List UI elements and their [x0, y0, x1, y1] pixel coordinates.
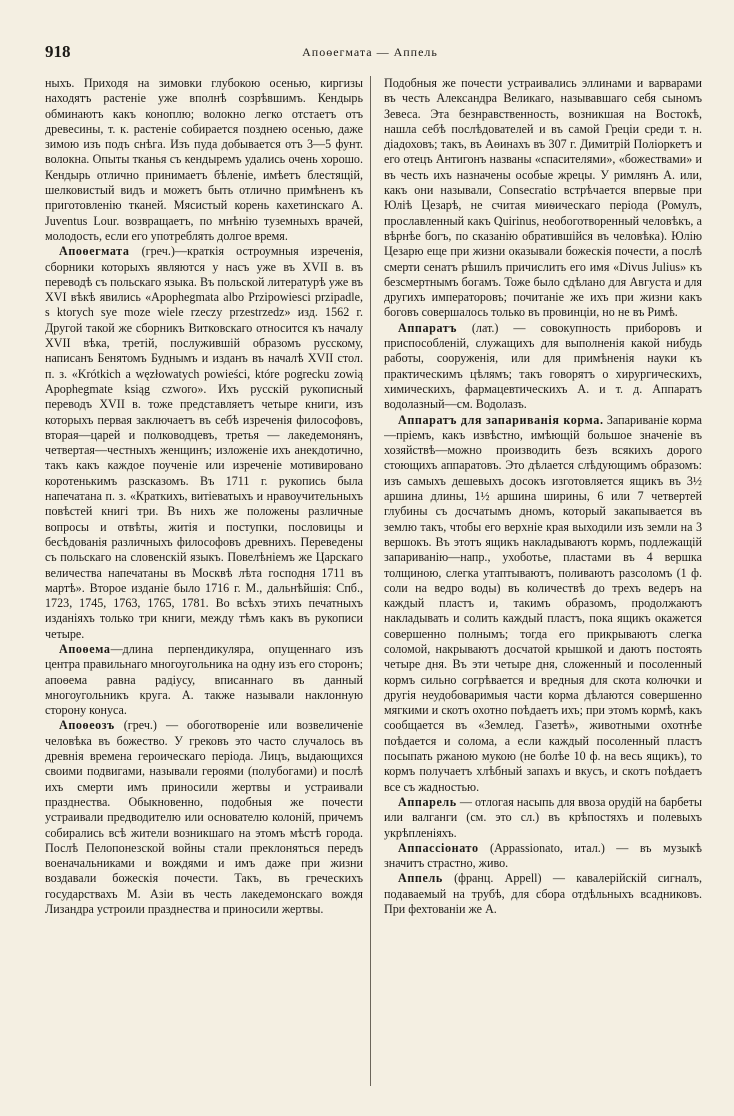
page-number: 918: [45, 42, 71, 61]
entry-text: (греч.)—краткія остроумныя изреченія, сборники которыхъ являются у насъ уже въ XVII в. въ переводѣ съ польскаго языка. Въ польской литературѣ уже въ XVI вѣкѣ явились «Apophegmata albo Przipowiesci przipadle, s ktorych sye moze wiele rzeczy przestrzedz» изд. 1562 г. Другой такой же сборникъ Витковскаго относится къ началу XVII вѣка, третій, послужившій образомъ русскому, написанъ Бенятомъ Буднымъ и изданъ въ началѣ XVII стол. п. з. «Krótkich a węzłowatych powieści, które pogrecku zowią Apophegmate ksiąg czworo». Ихъ русскій рукописный переводъ XVII в. тоже представляетъ четыре книги, изъ которыхъ первая заключаетъ въ себѣ изреченія философовъ, вторая—царей и полководцевъ, третья — лакедемонянъ, четвертая—честныхъ женщинъ; изложеніе ихъ анекдотично, такъ какъ каждое поученіе или изреченіе мотивировано коротенькимъ разсказомъ. Въ 1711 г. рукопись была напечатана п. з. «Краткихъ, витіеватыхъ и нравоучительныхъ повѣстей книгі три. Въ нихъ же положены различные вопросы и отвѣты, житія и поступки, пословицы и бесѣдованія различныхъ философовъ древнихъ. Переведены съ польскаго на словенскій языкъ. Повелѣніемъ же Царскаго величества напечатаны въ Москвѣ лѣта господня 1711 въ мартѣ». Второе изданіе было 1716 г. М., дальнѣйшія: Спб., 1723, 1745, 1763, 1765, 1781. Во всѣхъ этихъ печатныхъ изданіяхъ только три книги, между тѣмъ какъ въ рукописи четыре.: [45, 244, 363, 641]
entry-text: (Appassionato, итал.) — въ музыкѣ значитъ страстно, живо.: [384, 840, 702, 871]
headword: Аппаратъ для запариванія корма.: [398, 412, 604, 427]
left-column: [45, 76, 363, 1096]
entry-appassionato: [384, 841, 702, 872]
headword: Апоөема: [59, 641, 111, 656]
entry-apparatus: [384, 321, 702, 413]
entry-apparel: [384, 795, 702, 841]
entry-text: — отлогая насыпь для ввоза орудій на барбеты или валганги (см. это сл.) въ крѣпостяхъ и полевыхъ укрѣпленіяхъ.: [384, 794, 702, 840]
entry-text: Запариваніе корма—пріемъ, какъ извѣстно, имѣющій большое значеніе въ хозяйствѣ—можно производить безъ всякихъ дорого стоющихъ аппаратовъ. Это дѣлается слѣдующимъ образомъ: изъ самыхъ дешевыхъ досокъ изготовляется ящикъ въ 3½ аршина длины, 1½ аршина ширины, 6 или 7 четвертей глубины съ досчатымъ дномъ, который закапывается въ землю такъ, чтобы его верхніе края выходили изъ земли на 3 вершокъ. Въ этотъ ящикъ накладываютъ кормъ, подлежащій запариванію—напр., ухоботье, пластами въ 4 вершка толщиною, слегка утаптываютъ, поливаютъ разсоломъ (1 ф. соли на ведро воды) въ количествѣ до трехъ ведеръ на каждый пластъ и, такимъ образомъ, продолжаютъ накладывать и солить каждый пластъ, пока ящикъ окажется совершенно полнымъ; тогда его прикрываютъ слегка соломой, накрываютъ досчатой крышкой и даютъ постоять четыре дня. Въ эти четыре дня, сложенный и посоленный кормъ сильно согрѣвается и вредныя для скота колючки и другія неудобоваримыя части корма дѣлаются совершенно мягкими и скотъ охотно поѣдаетъ ихъ; при этомъ кормѣ, какъ сообщается въ «Землед. Газетѣ», животными охотнѣе поѣдается и солома, а если каждый посоленный пластъ посыпать ржаною мукою (не болѣе 10 ф. на весь ящикъ), то кормъ получаетъ хлѣбный запахъ и вкусъ, и скотъ поѣдаетъ все съ жадностью.: [384, 412, 702, 794]
entry-apothema: [45, 642, 363, 718]
entry-text: (греч.) — обоготвореніе или возвеличеніе человѣка въ божество. У грековъ это часто случалось въ древнія времена героическаго періода. Лицъ, выдающихся своими подвигами, называли героями (полубогами) и послѣ ихъ смерти имъ приносили жертвы и устраивали празднества. Обыкновенно, подобныя же почести устраивали предводителю или основателю колоній, причемъ собирались всѣ жители возникшаго на этомъ мѣстѣ города. Послѣ Пелопонезской войны стали преклоняться передъ военачальниками и вождями и имъ даже при жизни воздавали божескія почести. Такъ, въ греческихъ государствахъ М. Азіи въ честь лакедемонскаго вождя Лизандра устроили празднества и приносили жертвы.: [45, 718, 363, 917]
headword: Апоөеозъ: [59, 718, 115, 733]
entry-appel: [384, 871, 702, 917]
entry-text: (франц. Appell) — кавалерійскій сигналъ, подаваемый на трубѣ, для сбора отдѣльныхъ всадниковъ. При фехтованіи же А.: [384, 871, 702, 917]
entry-text: (лат.) — совокупность приборовъ и приспособленій, служащихъ для выполненія какой нибудь работы, сооруженія, или для примѣненія науки къ практическимъ цѣлямъ; такъ говорятъ о хирургическихъ, химическихъ, фармацевтическихъ А. и т. д. Аппаратъ водолазный—см. Водолазъ.: [384, 320, 702, 412]
column-divider: [370, 76, 371, 1086]
headword: Аппель: [398, 871, 443, 886]
entry-feed-steaming-apparatus: [384, 413, 702, 795]
entry-apophthegmata: [45, 244, 363, 642]
headword: Аппаратъ: [398, 320, 457, 335]
right-column: [384, 76, 702, 1096]
continuation-text: Подобныя же почести устраивались эллинами и варварами въ честь Александра Великаго, называвшаго себя сыномъ Зевеса. Эта безнравственность, возникшая на Востокѣ, нашла себѣ послѣдователей и въ самой Греціи среди т. н. діадоховъ; такъ, въ Аөинахъ въ 307 г. Димитрій Поліоркетъ и его отецъ Антигонъ названы «спасителями», «божествами» и въ честь ихъ назначены особые жрецы. У римлянъ А. или, какъ они называли, Consecratio встрѣчается впервые при Юліѣ Цезарѣ, не считая миѳическаго періода (Ромулъ, прославленный какъ Quirinus, необоготворенный человѣкъ, а вѣрнѣе богъ, по сказанію обратившійся въ человѣка). Юлію Цезарю еще при жизни оказывали божескія почести, а послѣ смерти сенатъ рѣшилъ причислить его имя «Divus Julius» къ безсмертнымъ богамъ. Тоже было сдѣлано для Августа и для другихъ императоровъ; почитаніе же ихъ при жизни какъ боговъ совершалось только въ провинціи, но не въ Римѣ.: [384, 76, 702, 320]
headword: Аппарель: [398, 794, 457, 809]
running-title: Апоөегмата — Аппель: [302, 45, 438, 59]
headword: Аппассіонато: [398, 840, 479, 855]
continuation-text: ныхъ. Приходя на зимовки глубокою осенью, киргизы находятъ растеніе уже вполнѣ созрѣвшимъ. Кендырь обминаютъ какъ коноплю; волокно легко отстаетъ отъ древесины, т. к. растеніе собирается позднею осенью, даже зимою изъ подъ снѣга. Изъ пуда добывается отъ 3—5 фунт. волокна. Опыты тканья съ кендыремъ удались очень хорошо. Кендырь отлично принимаетъ бѣленіе, имѣетъ блестящій, шелковистый видъ и можетъ быть отлично примѣненъ къ приготовленію тканей. Мясистый корень кахетинскаго А. Juventus Lour. возвращаетъ, по мнѣнію туземныхъ врачей, молодость, если его употреблять долгое время.: [45, 76, 363, 243]
page-header: [45, 42, 695, 66]
entry-text: —длина перпендикуляра, опущеннаго изъ центра правильнаго многоугольника на одну изъ его сторонъ; апоөема равна радіусу, вписаннаго въ данный многоугольникъ круга. А. также называли наклонную сторону конуса.: [45, 641, 363, 718]
entry-apotheosis: [45, 718, 363, 917]
headword: Апоөегмата: [59, 244, 130, 259]
